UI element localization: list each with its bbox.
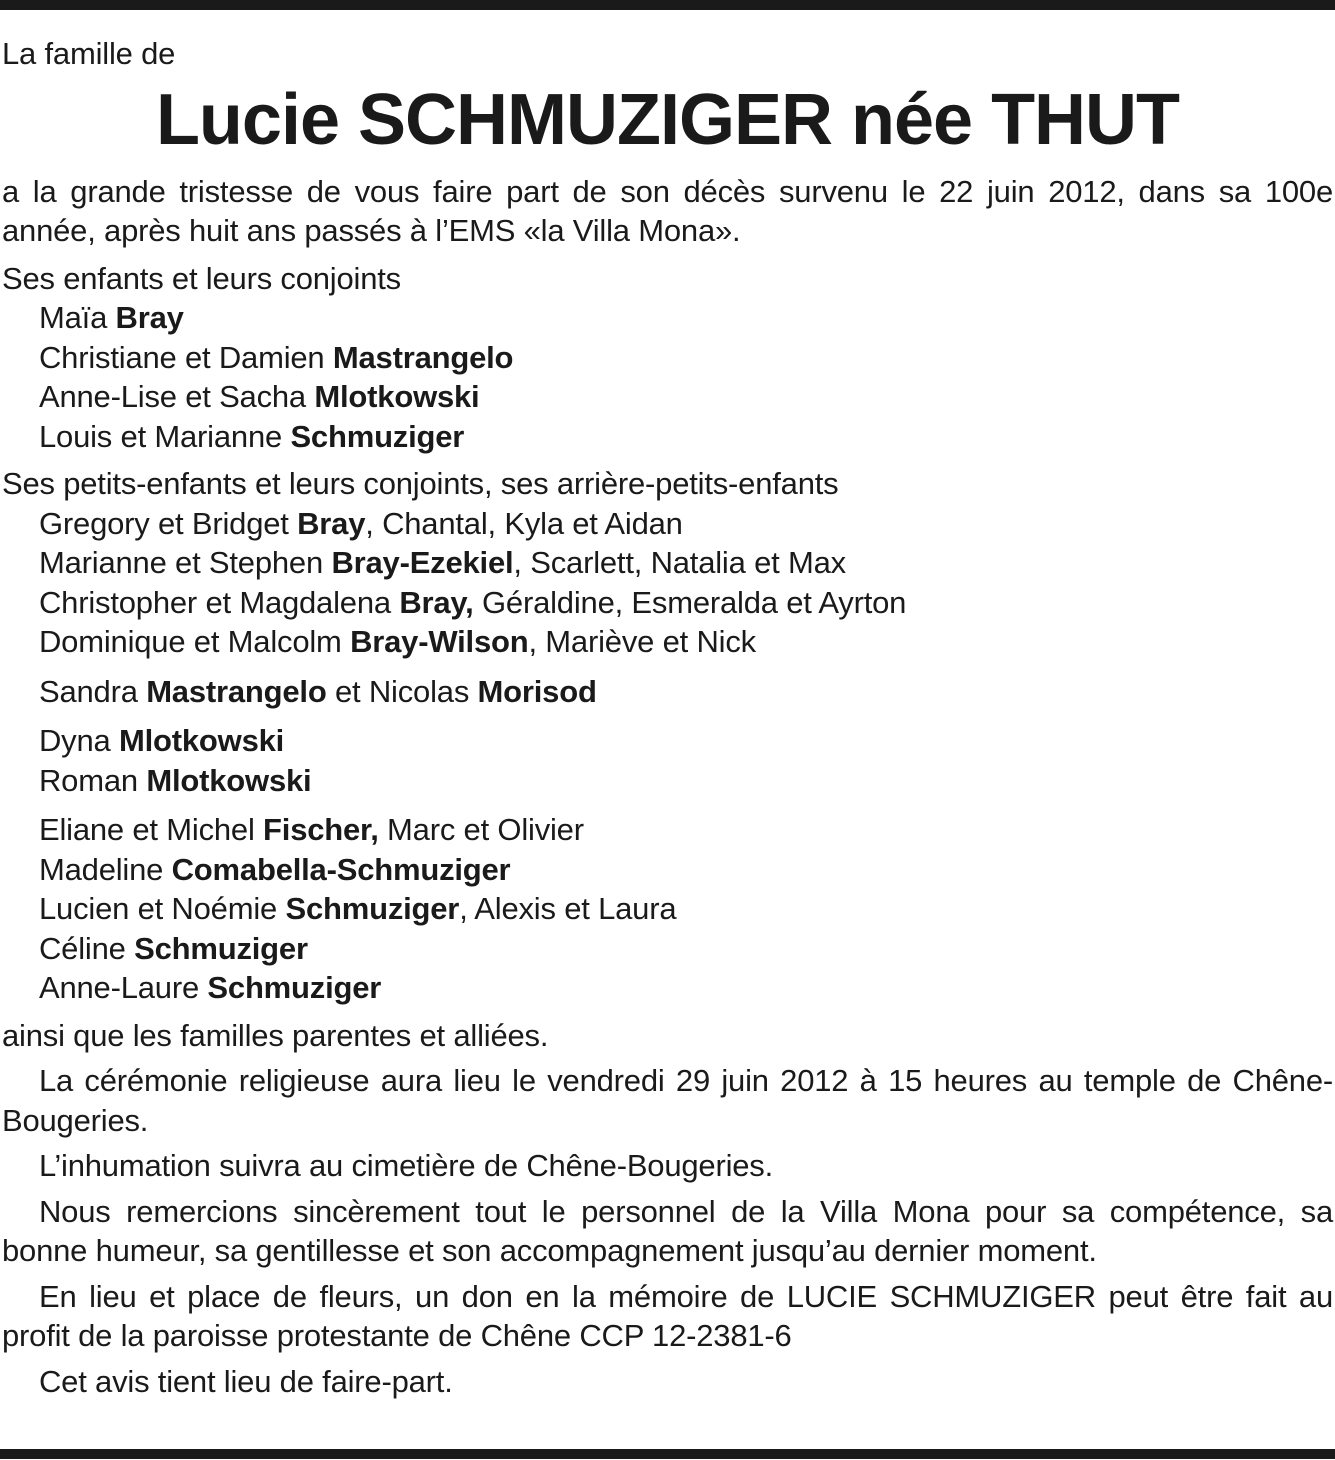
- intro-line: La famille de: [2, 36, 176, 71]
- list-item: [2, 968, 1333, 1008]
- given-names: Lucien et Noémie: [39, 891, 286, 926]
- connector: et Nicolas: [326, 673, 478, 709]
- surname: Mlotkowski: [118, 723, 285, 758]
- given-names: Eliane et Michel: [39, 812, 264, 847]
- surname: Schmuziger: [285, 891, 460, 926]
- families-line: ainsi que les familles parentes et alliées.: [2, 1017, 549, 1053]
- surname: Schmuziger: [134, 930, 308, 966]
- surname: Comabella-Schmuziger: [171, 851, 511, 887]
- children-heading: Ses enfants et leurs conjoints: [2, 260, 401, 296]
- list-item: [2, 338, 1333, 378]
- surname: Bray-Wilson: [350, 624, 529, 659]
- given-names: Louis et Marianne: [39, 418, 291, 454]
- given-names: Madeline: [39, 851, 172, 887]
- surname: Bray,: [399, 584, 474, 620]
- announcement-paragraph: a la grande tristesse de vous faire part de son décès survenu le 22 juin 2012, dans sa 100e année, après huit ans passés à l’EMS «la Villa Mona».: [2, 173, 1333, 248]
- list-item: [2, 810, 1333, 850]
- descendants: , Mariève et Nick: [528, 624, 756, 659]
- surname: Schmuziger: [290, 418, 465, 454]
- surname: Bray-Ezekiel: [331, 545, 514, 580]
- surname: Mastrangelo: [146, 673, 327, 709]
- children-list: [2, 298, 1333, 456]
- descendants: , Scarlett, Natalia et Max: [513, 545, 846, 580]
- list-item: [2, 417, 1333, 457]
- grandchildren-heading: Ses petits-enfants et leurs conjoints, ses arrière-petits-enfants: [2, 466, 839, 501]
- list-item: [2, 761, 1333, 801]
- surname: Morisod: [477, 673, 597, 709]
- surname: Mlotkowski: [314, 379, 480, 414]
- given-names: Gregory et Bridget: [39, 505, 298, 541]
- given-names: Sandra: [39, 673, 147, 709]
- given-names: Marianne et Stephen: [39, 545, 332, 580]
- surname: Bray: [297, 505, 366, 541]
- given-names: Dominique et Malcolm: [39, 624, 351, 659]
- list-item: [2, 543, 1333, 583]
- list-item: [2, 721, 1333, 761]
- list-item: [2, 622, 1333, 662]
- list-item: [2, 583, 1333, 623]
- surname: Schmuziger: [207, 970, 382, 1005]
- grandchildren-list: [2, 504, 1333, 1008]
- list-item: [2, 929, 1333, 969]
- given-names: Anne-Laure: [39, 970, 208, 1005]
- list-item: [2, 298, 1333, 338]
- donation-paragraph: En lieu et place de fleurs, un don en la mémoire de LUCIE SCHMUZIGER peut être fait au profit de la paroisse protestante de Chêne CCP 12-2381-6: [2, 1278, 1333, 1353]
- descendants: Géraldine, Esmeralda et Ayrton: [473, 584, 907, 620]
- list-item: [2, 377, 1333, 417]
- surname: Bray: [115, 300, 184, 335]
- descendants: , Chantal, Kyla et Aidan: [365, 505, 683, 541]
- obituary-notice: [2, 34, 1333, 1401]
- burial-paragraph: L’inhumation suivra au cimetière de Chêne-Bougeries.: [39, 1148, 774, 1183]
- list-item: [2, 889, 1333, 929]
- given-names: Dyna: [39, 723, 119, 758]
- bottom-rule: [0, 1449, 1335, 1459]
- given-names: Roman: [39, 762, 147, 798]
- list-item: [2, 850, 1333, 890]
- surname: Mastrangelo: [332, 339, 514, 375]
- list-item: [2, 672, 1333, 712]
- descendants: Marc et Olivier: [378, 812, 584, 847]
- deceased-name-title: Lucie SCHMUZIGER née THUT: [155, 79, 1180, 160]
- top-rule: [0, 0, 1335, 10]
- thanks-paragraph: Nous remercions sincèrement tout le personnel de la Villa Mona pour sa compétence, sa bonne humeur, sa gentillesse et son accompagnement jusqu’au dernier moment.: [2, 1193, 1333, 1268]
- given-names: Anne-Lise et Sacha: [39, 379, 315, 414]
- notice-line: Cet avis tient lieu de faire-part.: [39, 1363, 453, 1399]
- given-names: Christopher et Magdalena: [39, 584, 400, 620]
- descendants: , Alexis et Laura: [459, 891, 677, 926]
- list-item: [2, 504, 1333, 544]
- ceremony-paragraph: La cérémonie religieuse aura lieu le vendredi 29 juin 2012 à 15 heures au temple de Chêne-Bougeries.: [2, 1063, 1333, 1138]
- given-names: Christiane et Damien: [39, 339, 333, 375]
- given-names: Maïa: [39, 300, 116, 335]
- given-names: Céline: [39, 930, 135, 966]
- surname: Mlotkowski: [146, 762, 312, 798]
- surname: Fischer,: [263, 812, 379, 847]
